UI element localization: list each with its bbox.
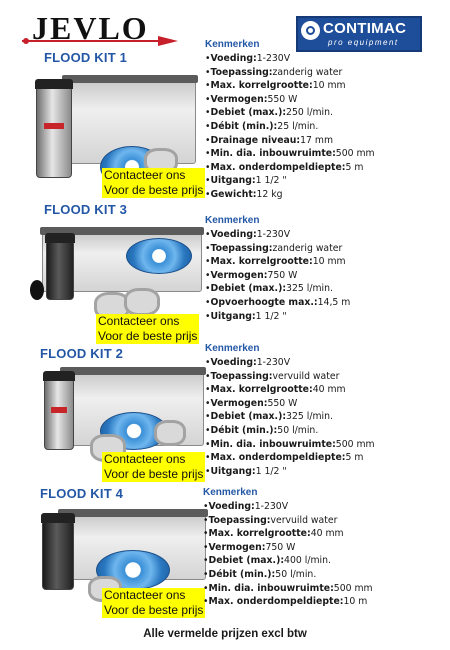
spec-row: •Débit (min.):50 l/min. bbox=[205, 424, 319, 436]
jevlo-swoosh-icon bbox=[20, 34, 180, 48]
spec-row: •Toepassing:zanderig water bbox=[205, 242, 343, 254]
spec-row: •Débit (min.):50 l/min. bbox=[203, 568, 317, 580]
spec-row: •Max. korrelgrootte:40 mm bbox=[205, 384, 346, 396]
kit-title: FLOOD KIT 2 bbox=[40, 346, 124, 361]
spec-row: •Min. dia. inbouwruimte:500 mm bbox=[203, 582, 373, 594]
contimac-name: CONTIMAC bbox=[323, 20, 407, 37]
contact-line: Contacteer ons bbox=[104, 452, 186, 466]
product-image bbox=[28, 222, 203, 322]
contimac-tagline: pro equipment bbox=[328, 38, 399, 47]
specs-heading: Kenmerken bbox=[205, 215, 260, 226]
spec-row: •Vermogen:750 W bbox=[203, 541, 296, 553]
spec-row: •Max. korrelgrootte:40 mm bbox=[203, 528, 344, 540]
price-line: Voor de beste prijs bbox=[98, 329, 198, 343]
spec-row: •Vermogen:750 W bbox=[205, 269, 298, 281]
contact-line: Contacteer ons bbox=[104, 588, 186, 602]
spec-row: •Gewicht:12 kg bbox=[205, 188, 283, 200]
spec-row: •Vermogen:550 W bbox=[205, 397, 298, 409]
float-switch-icon bbox=[30, 280, 44, 300]
spec-row: •Toepassing:vervuild water bbox=[203, 514, 338, 526]
spec-row: •Debiet (max.):400 l/min. bbox=[203, 555, 331, 567]
kit-title: FLOOD KIT 1 bbox=[44, 50, 128, 65]
spec-row: •Toepassing:vervuild water bbox=[205, 370, 340, 382]
spec-row: •Max. onderdompeldiepte:5 m bbox=[205, 452, 364, 464]
price-line: Voor de beste prijs bbox=[104, 467, 204, 481]
specs-list bbox=[205, 38, 375, 202]
contact-callout bbox=[102, 588, 205, 618]
specs-heading: Kenmerken bbox=[205, 343, 260, 354]
contact-callout bbox=[102, 452, 205, 482]
spec-row: •Debiet (max.):250 l/min. bbox=[205, 107, 333, 119]
price-line: Voor de beste prijs bbox=[104, 183, 204, 197]
spec-row: •Max. onderdompeldiepte:10 m bbox=[203, 596, 368, 608]
spec-row: •Debiet (max.):325 l/min. bbox=[205, 411, 333, 423]
contact-callout bbox=[96, 314, 199, 344]
kit-title: FLOOD KIT 4 bbox=[40, 486, 124, 501]
jevlo-wordmark: JEVLO bbox=[32, 10, 149, 46]
spec-row: •Débit (min.):25 l/min. bbox=[205, 120, 319, 132]
spec-row: •Drainage niveau:17 mm bbox=[205, 134, 334, 146]
spec-row: •Min. dia. inbouwruimte:500 mm bbox=[205, 148, 375, 160]
spec-row: •Voeding:1-230V bbox=[205, 229, 291, 240]
contact-line: Contacteer ons bbox=[104, 168, 186, 182]
price-disclaimer: Alle vermelde prijzen excl btw bbox=[143, 628, 307, 640]
spec-row: •Uitgang:1 1/2 " bbox=[205, 175, 287, 187]
specs-heading: Kenmerken bbox=[203, 487, 258, 498]
kit-title: FLOOD KIT 3 bbox=[44, 202, 128, 217]
spec-row: •Voeding:1-230V bbox=[205, 357, 291, 368]
spec-row: •Uitgang:1 1/2 " bbox=[205, 310, 287, 322]
spec-row: •Uitgang:1 1/2 " bbox=[205, 465, 287, 477]
contact-callout bbox=[102, 168, 205, 198]
spec-row: •Voeding:1-230V bbox=[205, 53, 291, 64]
spec-row: •Max. onderdompeldiepte:5 m bbox=[205, 161, 364, 173]
contact-line: Contacteer ons bbox=[98, 314, 180, 328]
spec-row: •Max. korrelgrootte:10 mm bbox=[205, 256, 346, 268]
spec-row: •Vermogen:550 W bbox=[205, 93, 298, 105]
spec-row: •Toepassing:zanderig water bbox=[205, 66, 343, 78]
specs-list bbox=[205, 214, 350, 323]
spec-row: •Opvoerhoogte max.:14,5 m bbox=[205, 296, 351, 308]
price-line: Voor de beste prijs bbox=[104, 603, 204, 617]
spec-row: •Voeding:1-230V bbox=[203, 501, 289, 512]
specs-list bbox=[203, 486, 373, 609]
specs-list bbox=[205, 342, 375, 478]
jevlo-logo bbox=[20, 8, 180, 48]
spec-row: •Debiet (max.):325 l/min. bbox=[205, 283, 333, 295]
specs-heading: Kenmerken bbox=[205, 39, 260, 50]
spec-row: •Max. korrelgrootte:10 mm bbox=[205, 80, 346, 92]
spec-row: •Min. dia. inbouwruimte:500 mm bbox=[205, 438, 375, 450]
